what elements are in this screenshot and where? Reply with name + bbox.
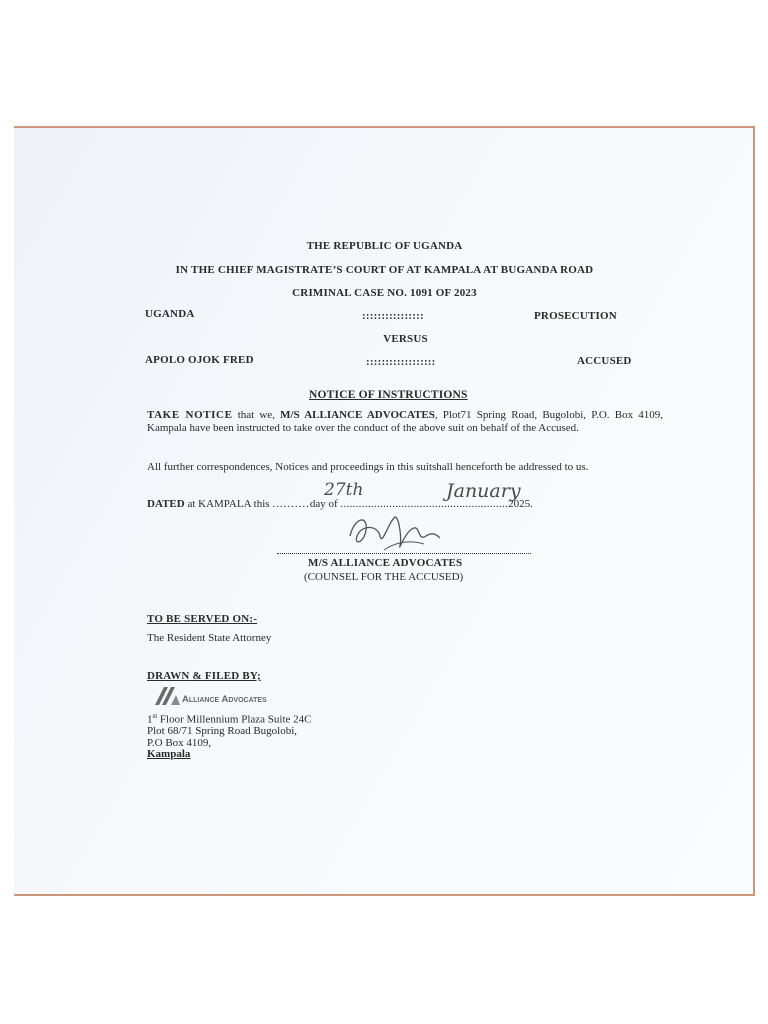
plaintiff-name: UGANDA <box>145 308 195 320</box>
republic-title: THE REPUBLIC OF UGANDA <box>306 240 463 252</box>
defendant-separator: :::::::::::::::::: <box>366 356 436 368</box>
defendant-role: ACCUSED <box>577 355 632 367</box>
signatory-firm: M/S ALLIANCE ADVOCATES <box>308 557 463 569</box>
plaintiff-role: PROSECUTION <box>534 310 617 322</box>
notice-paragraph-2: All further correspondences, Notices and proceedings in this suitshall henceforth be addressed to us. <box>147 461 589 473</box>
served-heading: TO BE SERVED ON:- <box>147 613 258 625</box>
signature-mark <box>344 506 444 556</box>
dated-this: this <box>250 498 273 510</box>
notice-paragraph-1 <box>147 409 663 435</box>
address-floor-suffix: st <box>152 712 158 720</box>
dated-dots-1: .......... <box>272 498 310 510</box>
versus-label: VERSUS <box>383 333 428 345</box>
address-line-1 <box>147 712 311 726</box>
signatory-role: (COUNSEL FOR THE ACCUSED) <box>304 571 464 583</box>
address-line-3: P.O Box 4109, <box>147 737 212 749</box>
address-line-1-text: Floor Millennium Plaza Suite 24C <box>157 713 312 726</box>
plaintiff-separator: :::::::::::::::: <box>362 310 424 322</box>
take-notice-lead: TAKE NOTICE <box>147 409 233 421</box>
dated-label: DATED <box>147 498 185 510</box>
dated-dots-2: ....................................................... <box>340 498 509 510</box>
notice-heading: NOTICE OF INSTRUCTIONS <box>309 389 468 401</box>
p1-text-b: , Plot71 Spring Road, Bugolobi, P.O. Box 4109, Kampala have been instructed to take over the conduct of the above suit on behalf of the Accused. <box>147 409 663 434</box>
address-line-4: Kampala <box>147 748 191 760</box>
signature-line <box>277 553 531 554</box>
address-floor-number: 1 <box>147 713 153 726</box>
firm-name-inline: M/S ALLIANCE ADVOCATES <box>280 409 435 421</box>
p1-text-a: that we, <box>232 409 281 421</box>
case-number: CRIMINAL CASE NO. 1091 OF 2023 <box>292 287 477 299</box>
address-line-2: Plot 68/71 Spring Road Bugolobi, <box>147 725 298 737</box>
alliance-logo-icon <box>154 686 182 706</box>
dated-at: at KAMPALA <box>184 498 251 510</box>
drawn-heading: DRAWN & FILED BY; <box>147 670 261 682</box>
handwritten-month: January <box>446 480 521 502</box>
served-recipient: The Resident State Attorney <box>147 632 272 644</box>
handwritten-day: 27th <box>324 480 364 500</box>
document-sheet <box>14 126 755 896</box>
court-title: IN THE CHIEF MAGISTRATE’S COURT OF AT KAMPALA AT BUGANDA ROAD <box>175 264 594 276</box>
dated-day-of: day of <box>309 498 341 510</box>
dated-year: 2025. <box>508 498 533 510</box>
alliance-logo-text: Alliance Advocates <box>182 694 267 705</box>
defendant-name: APOLO OJOK FRED <box>145 354 254 366</box>
